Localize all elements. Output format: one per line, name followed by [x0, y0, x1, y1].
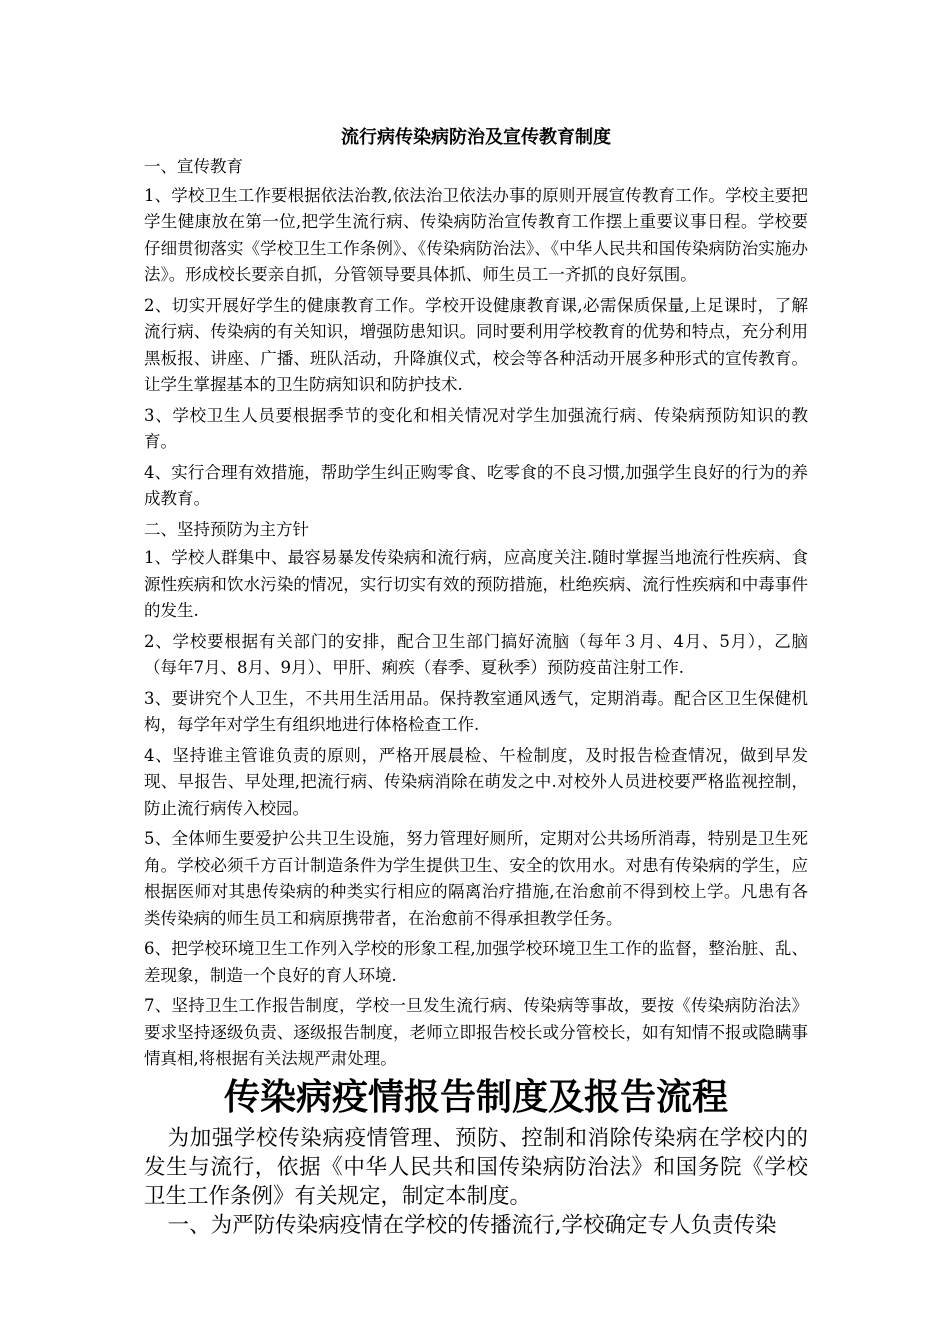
epidemic-report-regulation: [144, 1074, 808, 1240]
document-title-large: 传染病疫情报告制度及报告流程: [223, 1076, 728, 1118]
section1-item-3: 3、学校卫生人员要根据季节的变化和相关情况对学生加强流行病、传染病预防知识的教育。: [144, 405, 808, 451]
disease-prevention-regulation: [144, 124, 808, 1077]
section-heading-publicity: 一、宣传教育: [144, 157, 243, 176]
intro-paragraph: 为加强学校传染病疫情管理、预防、控制和消除传染病在学校内的发生与流行，依据《中华人民共和国传染病防治法》和国务院《学校卫生工作条例》有关规定，制定本制度。: [144, 1126, 808, 1209]
section2-item-2: 2、学校要根据有关部门的安排，配合卫生部门搞好流脑（每年３月、4月、5月），乙脑（每年7月、8月、9月）、甲肝、痢疾（春季、夏秋季）预防疫苗注射工作.: [144, 631, 808, 677]
section2-item-4: 4、坚持谁主管谁负责的原则，严格开展晨检、午检制度，及时报告检查情况，做到早发现、早报告、早处理,把流行病、传染病消除在萌发之中.对校外人员进校要严格监视控制，防止流行病传入校园。: [144, 745, 808, 818]
section1-item-1: 1、学校卫生工作要根据依法治教,依法治卫依法办事的原则开展宣传教育工作。学校主要把学生健康放在第一位,把学生流行病、传染病防治宣传教育工作摆上重要议事日程。学校要仔细贯彻落实《学校卫生工作条例》、《传染病防治法》、《中华人民共和国传染病防治实施办法》。形成校长要亲自抓，分管领导要具体抓、师生员工一齐抓的良好氛围。: [144, 185, 808, 284]
section1-item-2: 2、切实开展好学生的健康教育工作。学校开设健康教育课,必需保质保量,上足课时，了解流行病、传染病的有关知识，增强防患知识。同时要利用学校教育的优势和特点，充分利用黑板报、讲座、广播、班队活动，升降旗仪式，校会等各种活动开展多种形式的宣传教育。让学生掌握基本的卫生防病知识和防护技术.: [144, 295, 808, 394]
section2-item-1: 1、学校人群集中、最容易暴发传染病和流行病，应高度关注.随时掌握当地流行性疾病、食源性疾病和饮水污染的情况，实行切实有效的预防措施，杜绝疾病、流行性疾病和中毒事件的发生.: [144, 548, 808, 620]
document-title: 流行病传染病防治及宣传教育制度: [341, 127, 611, 148]
section2-item-7: 7、坚持卫生工作报告制度，学校一旦发生流行病、传染病等事故，要按《传染病防治法》要求坚持逐级负责、逐级报告制度，老师立即报告校长或分管校长，如有知情不报或隐瞒事情真相,将根据有关法规严肃处理。: [144, 996, 808, 1068]
section2-item-3: 3、要讲究个人卫生，不共用生活用品。保持教室通风透气，定期消毒。配合区卫生保健机构，每学年对学生有组织地进行体格检查工作.: [144, 688, 808, 734]
item-1-paragraph: 一、为严防传染病疫情在学校的传播流行,学校确定专人负责传染: [167, 1213, 777, 1238]
section2-item-5: 5、全体师生要爱护公共卫生设施，努力管理好厕所，定期对公共场所消毒，特别是卫生死角。学校必须千方百计制造条件为学生提供卫生、安全的饮用水。对患有传染病的学生，应根据医师对其患传染病的种类实行相应的隔离治疗措施,在治愈前不得到校上学。凡患有各类传染病的师生员工和病原携带者，在治愈前不得承担教学任务。: [144, 829, 808, 928]
section-heading-prevention: 二、坚持预防为主方针: [144, 519, 309, 539]
section1-item-4: 4、实行合理有效措施，帮助学生纠正购零食、吃零食的不良习惯,加强学生良好的行为的养成教育。: [144, 462, 808, 508]
section2-item-6: 6、把学校环境卫生工作列入学校的形象工程,加强学校环境卫生工作的监督，整治脏、乱、差现象，制造一个良好的育人环境.: [144, 939, 808, 985]
